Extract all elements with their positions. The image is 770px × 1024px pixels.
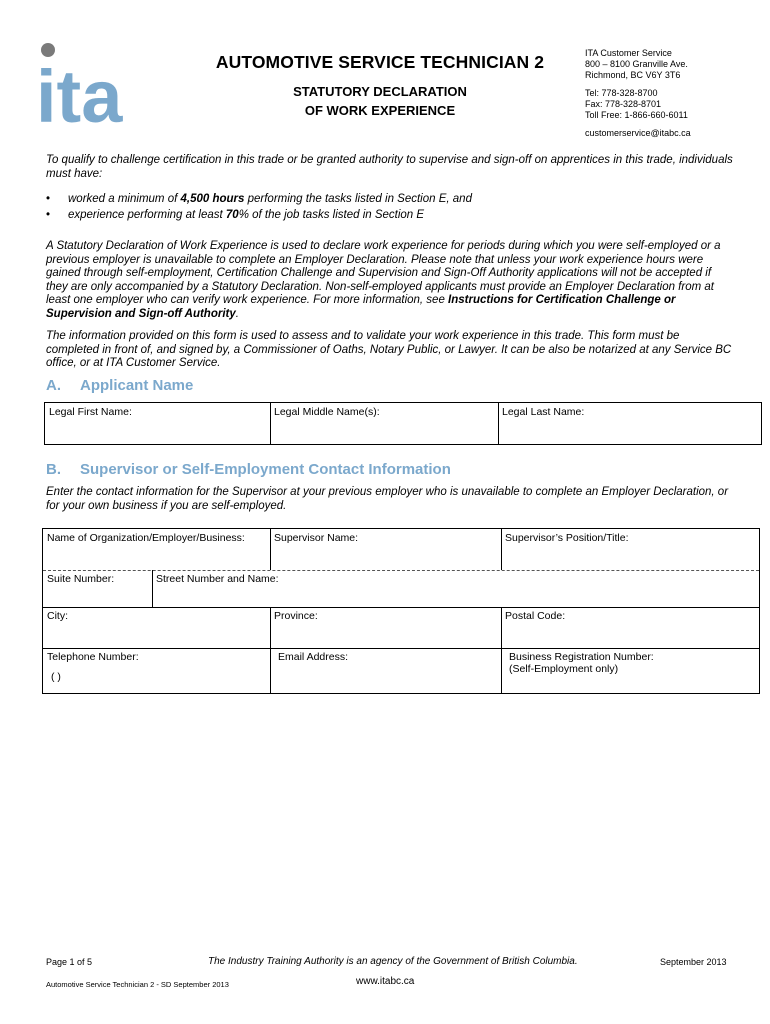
form-subtitle — [230, 82, 530, 120]
b1-bold: 4,500 hours — [180, 193, 245, 205]
bullet-icon: • — [46, 209, 51, 221]
footer-agency-note: The Industry Training Authority is an agency of the Government of British Columbia. — [208, 956, 578, 967]
para1-line — [46, 308, 736, 322]
para1-l5-pre: least one employer who can verify work experience. For more information, see — [46, 294, 449, 306]
legal-first-name-field[interactable] — [45, 403, 270, 444]
self-employment-note: (Self-Employment only) — [509, 663, 619, 675]
section-b-heading — [46, 461, 451, 478]
b2-bold: 70 — [225, 209, 239, 221]
para1-line: previous employer is unavailable to complete an Employer Declaration. Please note that unless your work experience hours were — [46, 253, 704, 266]
contact-tel: Tel: 778-328-8700 — [585, 88, 658, 98]
para1-line — [46, 294, 736, 308]
para1-line: A Statutory Declaration of Work Experience is used to declare work experience for periods during which you were self-employed or a — [46, 240, 721, 252]
section-b-desc-line: Enter the contact information for the Supervisor at your previous employer who is unavailable to complete an Employer Declaration, or — [46, 486, 729, 498]
b1-pre: worked a minimum of — [68, 193, 181, 205]
email-field[interactable] — [270, 648, 501, 693]
list-item — [46, 207, 736, 223]
intro-text — [46, 154, 736, 181]
contact-addr2: Richmond, BC V6Y 3T6 — [585, 70, 681, 80]
contact-info-table — [42, 528, 760, 694]
postal-code-label: Postal Code: — [505, 610, 566, 622]
ita-logo — [36, 42, 148, 128]
para2-line: completed in front of, and signed by, a Commissioner of Oaths, Notary Public, or Lawyer. It can be also be notarized at any Service BC — [46, 343, 732, 356]
para1-l5-bold: Instructions for Certification Challenge or — [448, 294, 676, 306]
telephone-field[interactable] — [43, 648, 270, 693]
subtitle-line1: STATUTORY DECLARATION — [293, 84, 467, 99]
organization-name-label: Name of Organization/Employer/Business: — [47, 532, 245, 544]
footer-url[interactable]: www.itabc.ca — [356, 976, 415, 987]
footer-date: September 2013 — [660, 957, 727, 967]
email-label: Email Address: — [278, 651, 349, 663]
statutory-paragraph — [46, 240, 736, 321]
province-field[interactable] — [270, 607, 501, 648]
suite-number-field[interactable] — [43, 570, 152, 607]
requirements-list — [46, 191, 736, 223]
section-a-heading — [46, 377, 193, 394]
contact-org: ITA Customer Service — [585, 48, 672, 58]
page-number: Page 1 of 5 — [46, 957, 93, 967]
b2-pre: experience performing at least — [68, 209, 226, 221]
telephone-label: Telephone Number: — [47, 651, 139, 663]
suite-number-label: Suite Number: — [47, 573, 115, 585]
province-label: Province: — [274, 610, 318, 622]
section-b-title: Supervisor or Self-Employment Contact Information — [80, 461, 451, 478]
contact-fax: Fax: 778-328-8701 — [585, 99, 662, 109]
contact-tollfree: Toll Free: 1-866-660-6011 — [585, 110, 688, 120]
intro-line2: must have: — [46, 167, 103, 180]
contact-addr1: 800 – 8100 Granville Ave. — [585, 59, 688, 69]
subtitle-line2: OF WORK EXPERIENCE — [304, 103, 456, 118]
legal-middle-name-label: Legal Middle Name(s): — [274, 406, 380, 418]
para2-line: office, or at ITA Customer Service. — [46, 357, 221, 369]
organization-name-field[interactable] — [43, 529, 270, 570]
section-b-description — [46, 486, 736, 513]
intro-line1: To qualify to challenge certification in this trade or be granted authority to supervise and sign-off on apprentices in this trade, individuals — [46, 154, 733, 166]
supervisor-name-label: Supervisor Name: — [274, 532, 359, 544]
para2-line: The information provided on this form is used to assess and to validate your work experience in this trade. This form must be — [46, 330, 680, 342]
area-code-parens: ( ) — [51, 671, 61, 683]
city-label: City: — [47, 610, 68, 622]
section-b-letter: B. — [46, 461, 61, 478]
bullet-icon: • — [46, 193, 51, 205]
supervisor-name-field[interactable] — [270, 529, 501, 570]
section-a-title: Applicant Name — [80, 377, 194, 394]
street-field[interactable] — [152, 570, 759, 607]
section-a-letter: A. — [46, 377, 61, 394]
legal-first-name-label: Legal First Name: — [49, 406, 132, 418]
business-registration-label: Business Registration Number: — [509, 651, 654, 663]
b2-post: % of the job tasks listed in Section E — [238, 209, 425, 221]
contact-block — [585, 48, 691, 139]
para1-line: they are only accompanied by a Statutory Declaration. Non-self-employed applicants must provide an Employer Declaration from at — [46, 280, 714, 293]
form-title: AUTOMOTIVE SERVICE TECHNICIAN 2 — [215, 52, 545, 72]
city-field[interactable] — [43, 607, 270, 648]
postal-code-field[interactable] — [501, 607, 759, 648]
section-b-desc-line: for your own business if you are self-employed. — [46, 499, 287, 512]
legal-last-name-label: Legal Last Name: — [502, 406, 585, 418]
supervisor-position-field[interactable] — [501, 529, 759, 570]
contact-email[interactable]: customerservice@itabc.ca — [585, 128, 691, 138]
business-registration-field[interactable] — [501, 648, 759, 693]
list-item — [46, 191, 736, 207]
legal-last-name-field[interactable] — [498, 403, 761, 444]
para1-l6-post: . — [235, 307, 239, 320]
street-label: Street Number and Name: — [156, 573, 279, 585]
legal-middle-name-field[interactable] — [270, 403, 498, 444]
logo-text: ita — [36, 55, 123, 128]
para1-line: gained through self-employment, Certification Challenge and Supervision and Sign-Off Authority applications will not be accepted if — [46, 267, 712, 279]
information-paragraph — [46, 330, 736, 371]
supervisor-position-label: Supervisor’s Position/Title: — [505, 532, 629, 544]
para1-l6-bold: Supervision and Sign-off Authority — [46, 307, 236, 320]
b1-post: performing the tasks listed in Section E, and — [244, 193, 472, 205]
applicant-name-table — [44, 402, 762, 445]
footer-form-code: Automotive Service Technician 2 - SD September 2013 — [46, 980, 229, 989]
